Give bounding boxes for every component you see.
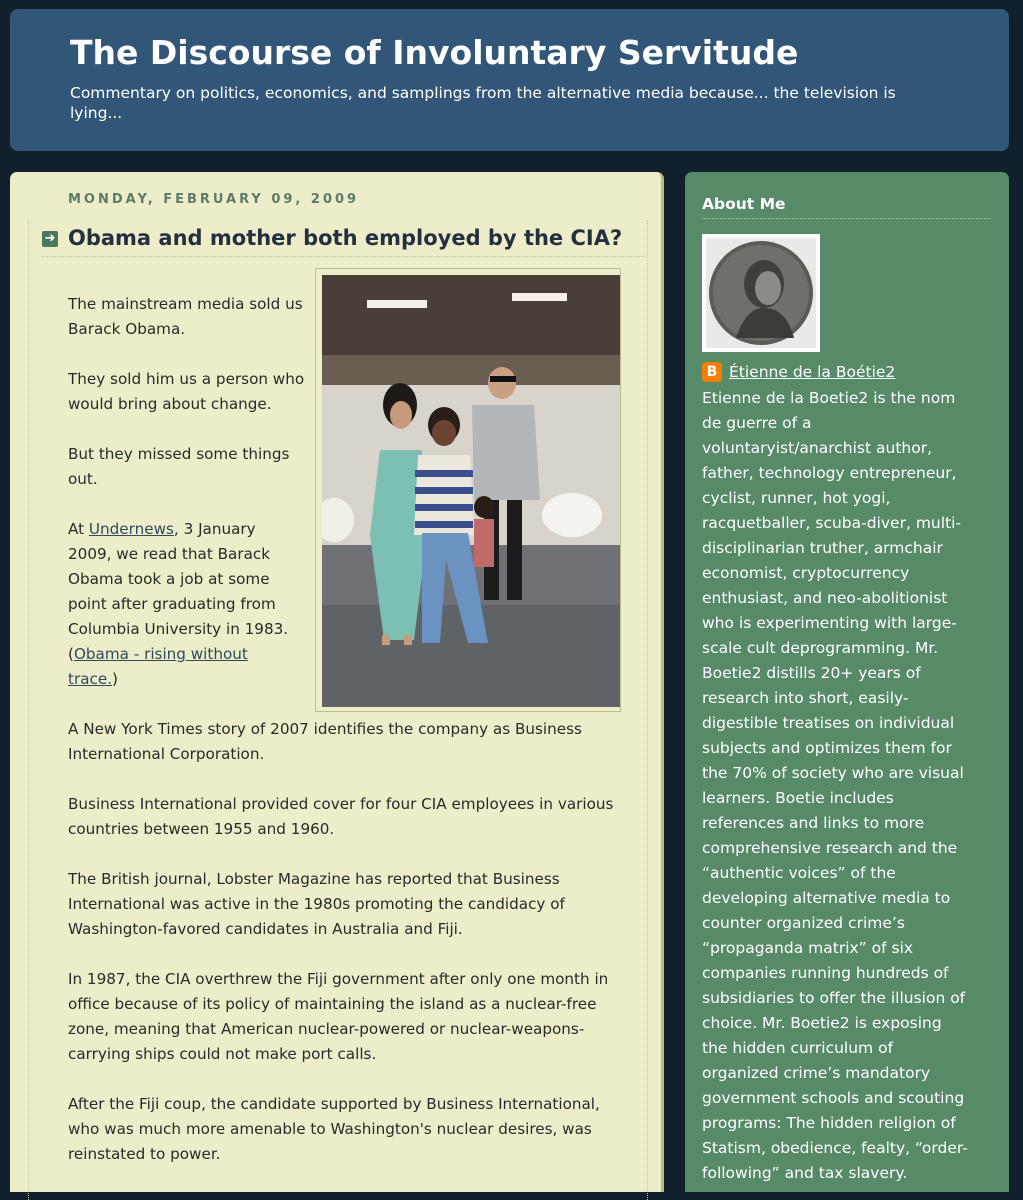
post-paragraph: In 1987, the CIA overthrew the Fiji government after only one month in office because of its policy of maintaining the island as a nuclear-free zone, meaning that American nuclear-powered or nuclear-weapons-carrying ships could not make port calls. — [68, 970, 609, 1063]
blog-description: Commentary on politics, economics, and samplings from the alternative media because... the television is lying... — [70, 84, 896, 122]
medallion-portrait-icon — [706, 238, 816, 348]
post-paragraph: The British journal, Lobster Magazine has reported that Business International was active in the 1980s promoting the candidacy of Washington-favored candidates in Australia and Fiji. — [68, 870, 565, 938]
undernews-link[interactable]: Undernews — [88, 520, 174, 538]
profile-name-link[interactable]: Étienne de la Boétie2 — [729, 363, 896, 381]
text-span: ) — [112, 670, 118, 688]
date-header: MONDAY, FEBRUARY 09, 2009 — [68, 192, 360, 207]
text-span: , 3 January 2009, we read that Barack Obama took a job at some point after graduating from Columbia University in 1983. ( — [68, 520, 289, 663]
profile-bio: Etienne de la Boetie2 is the nom de guerre of a voluntaryist/anarchist author, father, technology entrepreneur, cyclist, runner, hot yogi, racquetballer, scuba-diver, multi-disciplinarian truther, armchair economist, cryptocurrency enthusiast, and neo-abolitionist who is experimenting with large-scale cult deprogramming. Mr. Boetie2 distills 20+ years of research into short, easily-digestible treatises on individual subjects and optimizes them for the 70% of society who are visual learners. Boetie includes references and links to more comprehensive research and the “authentic voices” of the developing alternative media to counter organized crime’s “propaganda matrix” of six companies running hundreds of subsidiaries to offer the illusion of choice. Mr. Boetie2 is exposing the hidden curriculum of organized crime’s mandatory government schools and scouting programs: The hidden religion of Statism, obedience, fealty, “order-following” and tax slavery. — [702, 389, 968, 1182]
post-body — [68, 292, 624, 1192]
post-paragraph: But they missed some things out. — [68, 445, 290, 488]
post-title[interactable]: Obama and mother both employed by the CIA? — [68, 226, 623, 250]
about-me-heading: About Me — [702, 194, 991, 219]
post-paragraph: Business International provided cover for four CIA employees in various countries between 1955 and 1960. — [68, 795, 614, 838]
post-paragraph — [68, 517, 296, 692]
post-title-row — [42, 224, 646, 257]
main-column — [10, 172, 664, 1192]
post-paragraph: After the Fiji coup, the candidate supported by Business International, who was much more amenable to Washington's nuclear desires, was reinstated to power. — [68, 1095, 600, 1163]
post-paragraph: A New York Times story of 2007 identifies the company as Business International Corporation. — [68, 720, 582, 763]
blogger-icon: B — [702, 362, 722, 382]
avatar[interactable] — [702, 234, 820, 352]
blog-title[interactable]: The Discourse of Involuntary Servitude — [70, 33, 799, 72]
blog-header — [10, 9, 1009, 151]
post-paragraph: They sold him us a person who would bring about change. — [68, 370, 305, 413]
sidebar — [685, 172, 1009, 1192]
obama-rising-link[interactable]: Obama - rising without trace. — [68, 645, 248, 688]
arrow-right-icon: ➜ — [42, 231, 58, 247]
text-span: At — [68, 520, 89, 538]
post-paragraph: The mainstream media sold us Barack Obama. — [68, 295, 303, 338]
